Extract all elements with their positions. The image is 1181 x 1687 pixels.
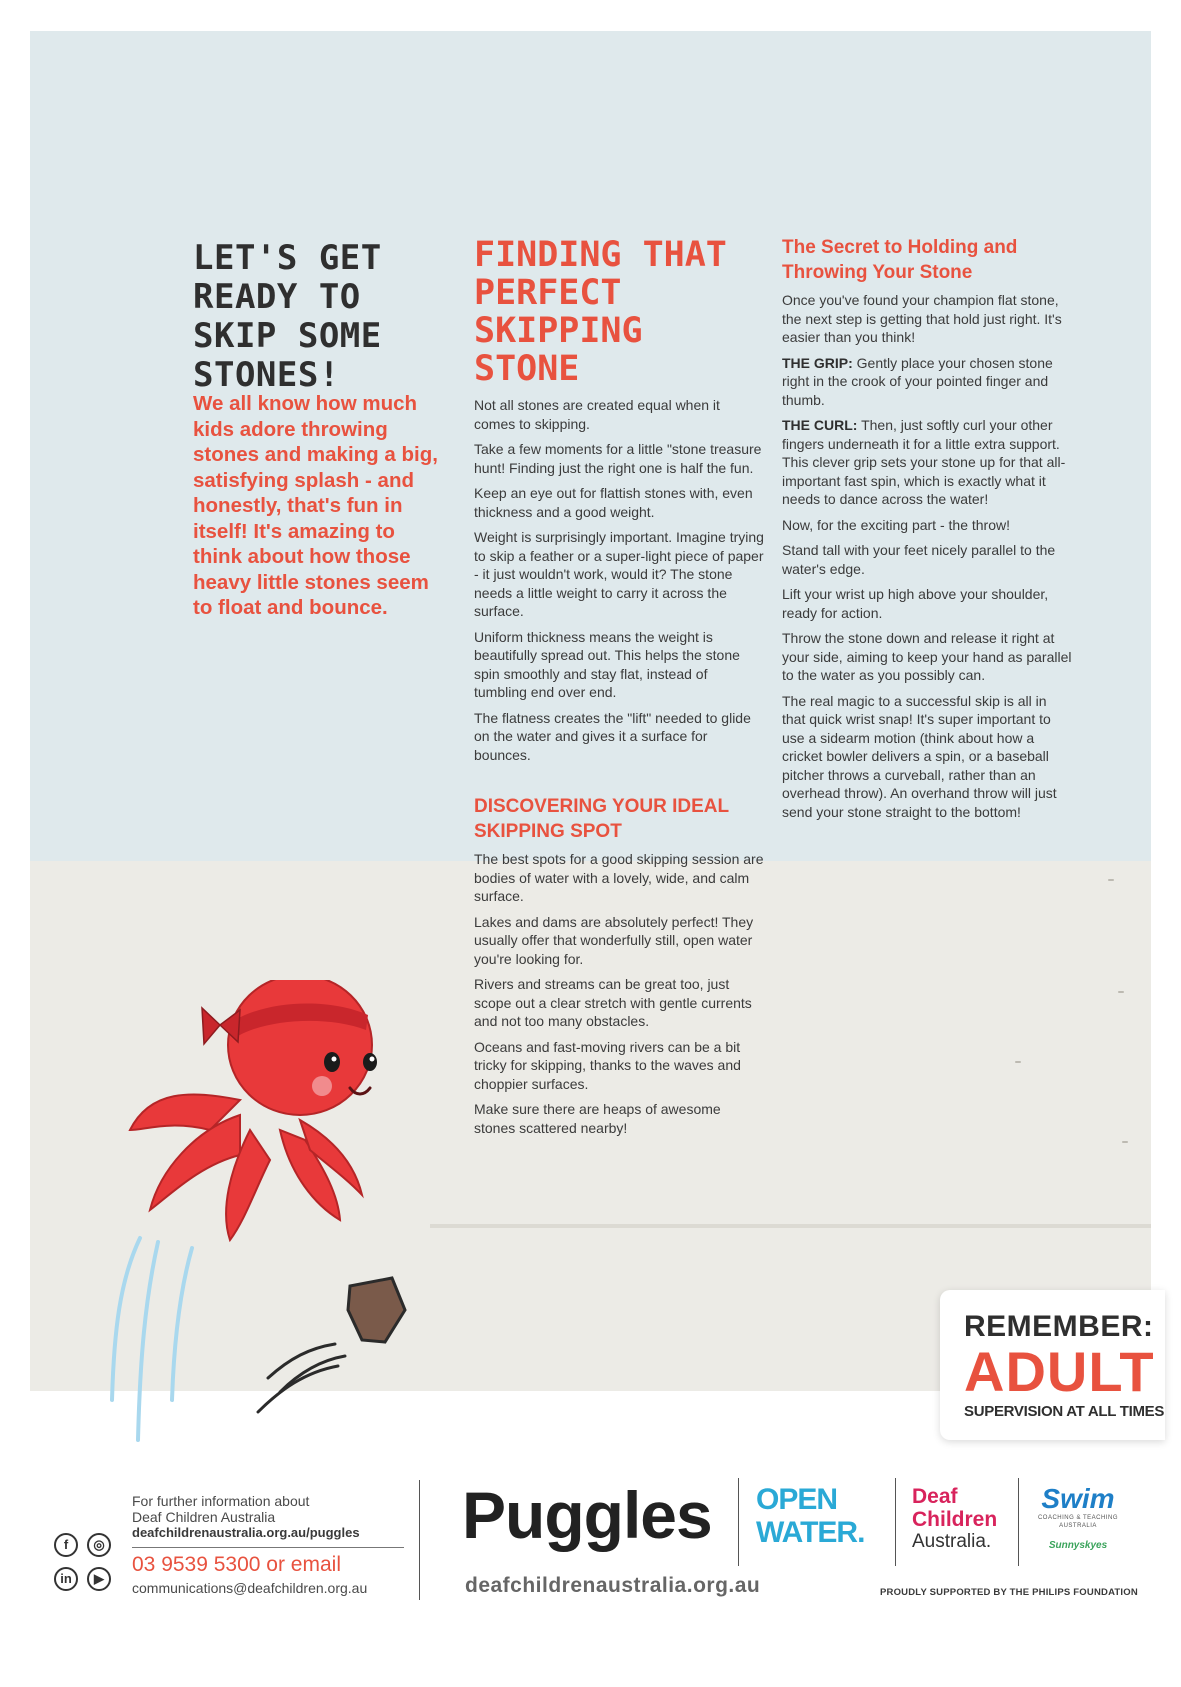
logo-line: WATER. [756,1516,865,1549]
octopus-illustration [100,980,440,1450]
facebook-icon[interactable]: f [54,1533,78,1557]
divider [1018,1478,1019,1566]
phone-number[interactable]: 03 9539 5300 or email [132,1553,341,1576]
speck [1122,1141,1128,1143]
paragraph: The real magic to a successful skip is all in that quick wrist snap! It's super important to use a sidearm motion (think about how a cricket bowler delivers a spin, or a baseball pitcher throws a curveball, rather than an overhead throw). An overhand throw will just send your stone straight to the bottom! [782,692,1057,820]
headband-bow [202,1008,240,1044]
eye-glint [332,1057,337,1062]
instagram-icon[interactable]: ◎ [87,1533,111,1557]
motion-lines [258,1344,345,1412]
logo-line: Children [912,1508,998,1531]
email-link[interactable]: communications@deafchildren.org.au [132,1580,368,1596]
divider [895,1478,896,1566]
heading-line: SKIPPING [474,311,643,351]
heading-line: Throwing Your Stone [782,262,973,283]
paragraph: Take a few moments for a little "stone treasure hunt! Finding just the right one is half the fun. [474,441,762,476]
eye-glint [370,1057,375,1062]
supported-by: PROUDLY SUPPORTED BY THE PHILIPS FOUNDATION [880,1587,1138,1598]
logo-line: Deaf [912,1485,958,1508]
youtube-icon[interactable]: ▶ [87,1567,111,1591]
octopus-eye [324,1052,340,1072]
spot-body [474,850,764,1137]
title-line: READY TO [193,277,361,317]
holding-throwing-section [782,235,1072,828]
heading-line: SKIPPING SPOT [474,821,622,842]
puggles-link[interactable]: deafchildrenaustralia.org.au/puggles [132,1525,404,1548]
swim-coaching-logo [1033,1484,1123,1551]
logo-line: OPEN [756,1483,838,1516]
paragraph: Now, for the exciting part - the throw! [782,516,1010,533]
adult-supervision-badge [940,1290,1165,1440]
logo-line: COACHING & TEACHING AUSTRALIA [1037,1515,1119,1529]
spot-heading [474,794,764,844]
paragraph: Make sure there are heaps of awesome stones scattered nearby! [474,1101,721,1136]
finding-heading [474,236,764,388]
info-line: Deaf Children Australia [132,1509,276,1525]
stone [348,1278,405,1342]
remember-label: REMEMBER: [964,1310,1154,1343]
title-line: STONES! [193,355,340,395]
heading-line: PERFECT [474,273,622,313]
secret-body [782,291,1072,821]
site-url[interactable]: deafchildrenaustralia.org.au [465,1574,761,1597]
octopus-eye [363,1053,377,1071]
paragraph: Oceans and fast-moving rivers can be a bit tricky for skipping, thanks to the waves and choppier surfaces. [474,1038,741,1092]
title-line: SKIP SOME [193,316,382,356]
finding-stone-section [474,236,764,1144]
paragraph: The flatness creates the "lift" needed to glide on the water and gives it a surface for bounces. [474,709,751,763]
contact-info [132,1493,412,1548]
paragraph: Lakes and dams are absolutely perfect! They usually offer that wonderfully still, open water you're looking for. [474,913,754,967]
open-water-logo [756,1483,876,1549]
intro-text: We all know how much kids adore throwing stones and making a big, satisfying splash - and honestly, that's fun in itself! It's amazing to think about how those heavy little stones seem to float and bounce. [193,392,438,619]
title-line: LET'S GET [193,238,382,278]
heading-line: STONE [474,349,580,389]
paragraph: Once you've found your champion flat stone, the next step is getting that hold just right. It's easier than you think! [782,292,1062,345]
page-title [193,239,423,395]
linkedin-icon[interactable]: in [54,1567,78,1591]
paragraph: The best spots for a good skipping session are bodies of water with a lovely, wide, and calm surface. [474,851,764,904]
paragraph: Stand tall with your feet nicely parallel to the water's edge. [782,542,1056,577]
heading-line: DISCOVERING YOUR IDEAL [474,796,730,817]
grip-label: THE GRIP: [782,354,853,371]
logo-line: Australia. [912,1531,992,1552]
curl-label: THE CURL: [782,417,858,433]
octopus-tentacles [130,1094,362,1240]
paragraph: Throw the stone down and release it right at your side, aiming to keep your hand as parallel to the water as you possibly can. [782,630,1072,683]
speck [1118,991,1124,993]
speck [1015,1061,1021,1063]
supervision-label: SUPERVISION AT ALL TIMES [964,1403,1165,1420]
speck [1108,879,1114,881]
sunnyskyes-logo: Sunnyskyes [1048,1540,1108,1551]
grip-paragraph [782,354,1072,410]
octopus-head [228,980,372,1115]
heading-line: The Secret to Holding and [782,237,1018,258]
octopus-cheek [312,1076,332,1096]
ground-line [430,1224,1151,1228]
curl-text: Then, just softly curl your other fingers underneath it for a little extra support. This clever grip sets your stone up for that all-important fast spin, which is exactly what it needs to dance across the water! [782,417,1066,507]
puggles-logo: Puggles [462,1478,712,1552]
heading-line: FINDING THAT [474,235,727,275]
divider [419,1480,420,1600]
secret-heading [782,235,1072,285]
paragraph: Keep an eye out for flattish stones with, even thickness and a good weight. [474,485,753,520]
paragraph: Uniform thickness means the weight is beautifully spread out. This helps the stone spin smoothly and stay flat, instead of tumbling end over end. [474,628,740,700]
paragraph: Lift your wrist up high above your shoulder, ready for action. [782,586,1049,621]
divider [738,1478,739,1566]
adult-label: ADULT [964,1340,1155,1403]
logo-line: Swim [1041,1483,1115,1514]
finding-body [474,396,764,764]
paragraph: Rivers and streams can be great too, just scope out a clear stretch with gentle currents and not too many obstacles. [474,976,752,1029]
deaf-children-australia-logo [912,1485,1022,1553]
splash-lines [112,1238,192,1440]
paragraph: Not all stones are created equal when it comes to skipping. [474,397,720,432]
curl-paragraph [782,416,1072,509]
paragraph: Weight is surprisingly important. Imagine trying to skip a feather or a super-light piece of paper - it just wouldn't work, would it? The stone needs a little weight to carry it across the surface. [474,529,764,619]
grip-text: Gently place your chosen stone right in the crook of your pointed finger and thumb. [782,354,1053,408]
info-line: For further information about [132,1493,310,1509]
